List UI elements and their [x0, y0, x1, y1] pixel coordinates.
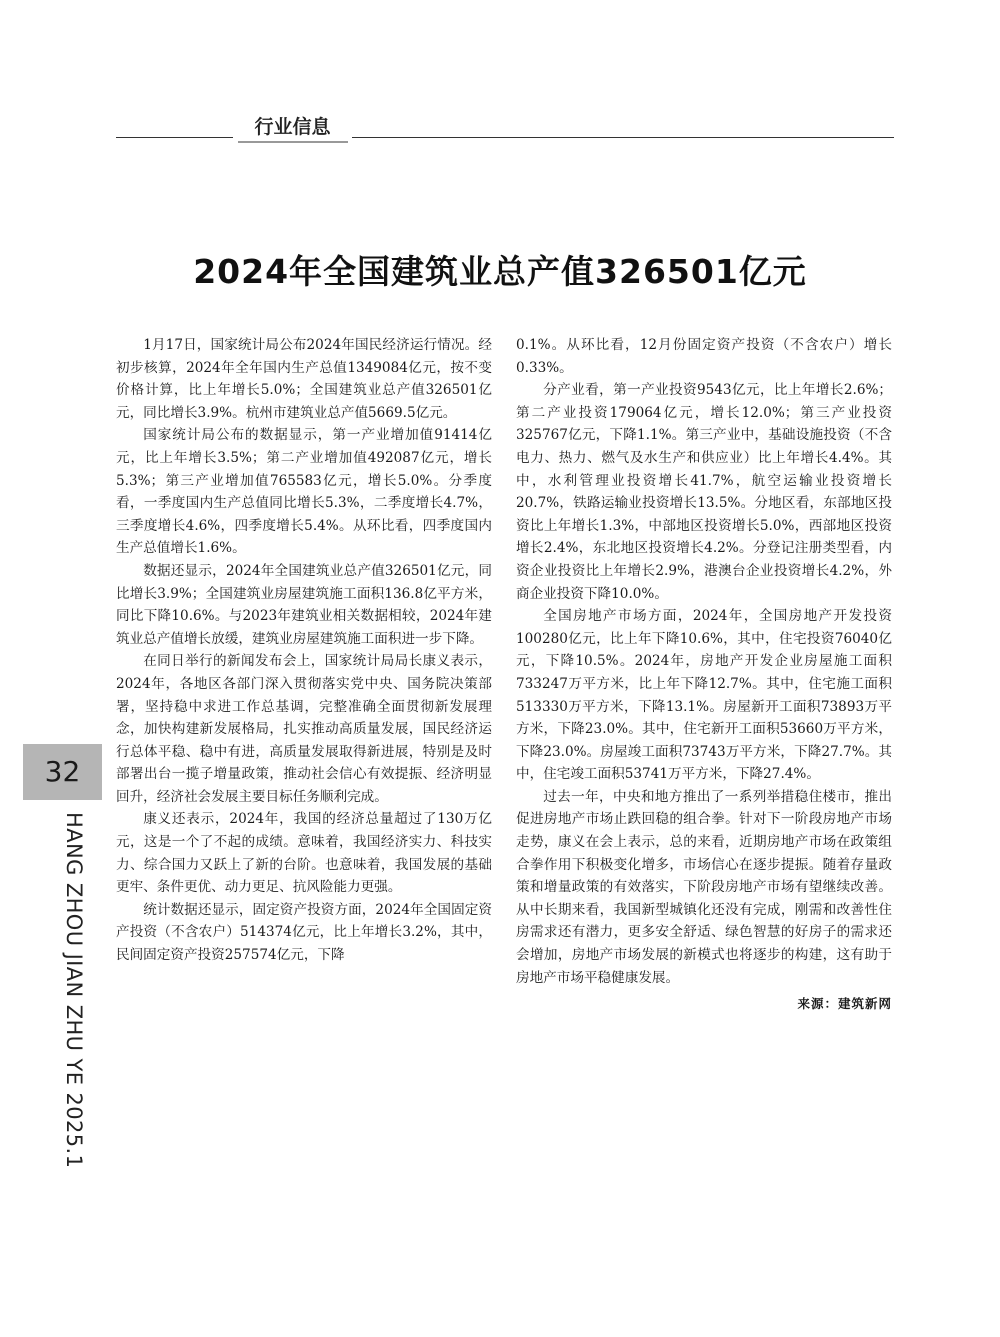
section-label-underline [238, 141, 348, 143]
paragraph-continuation: 0.1%。从环比看，12月份固定资产投资（不含农户）增长0.33%。 [516, 337, 892, 376]
header-rule-right [352, 137, 894, 138]
paragraph: 数据还显示，2024年全国建筑业总产值326501亿元，同比增长3.9%；全国建筑业房屋建筑施工面积136.8亿平方米，同比下降10.6%。与2023年建筑业相关数据相较，2024年建筑业总产值增长放缓，建筑业房屋建筑施工面积进一步下降。 [116, 562, 492, 647]
paragraph: 在同日举行的新闻发布会上，国家统计局局长康义表示，2024年，各地区各部门深入贯彻落实党中央、国务院决策部署，坚持稳中求进工作总基调，完整准确全面贯彻新发展理念，加快构建新发展格局，扎实推动高质量发展，国民经济运行总体平稳、稳中有进，高质量发展取得新进展，特别是及时部署出台一揽子增量政策，推动社会信心有效提振、经济明显回升，经济社会发展主要目标任务顺利完成。 [116, 653, 492, 805]
article-title: 2024年全国建筑业总产值326501亿元 [193, 252, 807, 292]
page-number: 32 [23, 744, 102, 800]
paragraph: 分产业看，第一产业投资9543亿元，比上年增长2.6%；第二产业投资179064亿元，增长12.0%；第三产业投资325767亿元，下降1.1%。第三产业中，基础设施投资（不含电力、热力、燃气及水生产和供应业）比上年增长4.4%。其中，水利管理业投资增长41.7%，航空运输业投资增长20.7%，铁路运输业投资增长13.5%。分地区看，东部地区投资比上年增长1.3%，中部地区投资增长5.0%，西部地区投资增长2.4%，东北地区投资增长4.2%。分登记注册类型看，内资企业投资比上年增长2.9%，港澳台企业投资增长4.2%，外商企业投资下降10.0%。 [516, 382, 892, 602]
article-column-left [116, 334, 492, 967]
article-column-right [516, 334, 892, 1016]
journal-issue-label: HANG ZHOU JIAN ZHU YE 2025.1 [62, 812, 86, 1169]
header-rule-left [116, 137, 233, 138]
paragraph: 国家统计局公布的数据显示，第一产业增加值91414亿元，比上年增长3.5%；第二产业增加值492087亿元，增长5.3%；第三产业增加值765583亿元，增长5.0%。分季度看，一季度国内生产总值同比增长5.3%，二季度增长4.7%，三季度增长4.6%，四季度增长5.4%。从环比看，四季度国内生产总值增长1.6%。 [116, 427, 492, 557]
source-credit: 来源：建筑新网 [797, 996, 892, 1012]
paragraph: 统计数据还显示，固定资产投资方面，2024年全国固定资产投资（不含农户）514374亿元，比上年增长3.2%，其中，民间固定资产投资257574亿元，下降 [116, 901, 492, 964]
paragraph: 全国房地产市场方面，2024年，全国房地产开发投资100280亿元，比上年下降10.6%，其中，住宅投资76040亿元，下降10.5%。2024年，房地产开发企业房屋施工面积733247万平方米，比上年下降12.7%。其中，住宅施工面积513330万平方米，下降13.1%。房屋新开工面积73893万平方米，下降23.0%。其中，住宅新开工面积53660万平方米，下降23.0%。房屋竣工面积73743万平方米，下降27.7%。其中，住宅竣工面积53741万平方米，下降27.4%。 [516, 608, 892, 783]
paragraph: 1月17日，国家统计局公布2024年国民经济运行情况。经初步核算，2024年全年国内生产总值1349084亿元，按不变价格计算，比上年增长5.0%；全国建筑业总产值326501亿元，同比增长3.9%。杭州市建筑业总产值5669.5亿元。 [116, 337, 492, 421]
section-label: 行业信息 [254, 116, 331, 138]
paragraph: 过去一年，中央和地方推出了一系列举措稳住楼市，推出促进房地产市场止跌回稳的组合拳。针对下一阶段房地产市场走势，康义在会上表示，总的来看，近期房地产市场在政策组合拳作用下积极变化增多，市场信心在逐步提振。随着存量政策和增量政策的有效落实，下阶段房地产市场有望继续改善。从中长期来看，我国新型城镇化还没有完成，刚需和改善性住房需求还有潜力，更多安全舒适、绿色智慧的好房子的需求还会增加，房地产市场发展的新模式也将逐步的构建，这有助于房地产市场平稳健康发展。 [516, 788, 892, 986]
paragraph: 康义还表示，2024年，我国的经济总量超过了130万亿元，这是一个了不起的成绩。意味着，我国经济实力、科技实力、综合国力又跃上了新的台阶。也意味着，我国发展的基础更牢、条件更优、动力更足、抗风险能力更强。 [116, 811, 492, 896]
